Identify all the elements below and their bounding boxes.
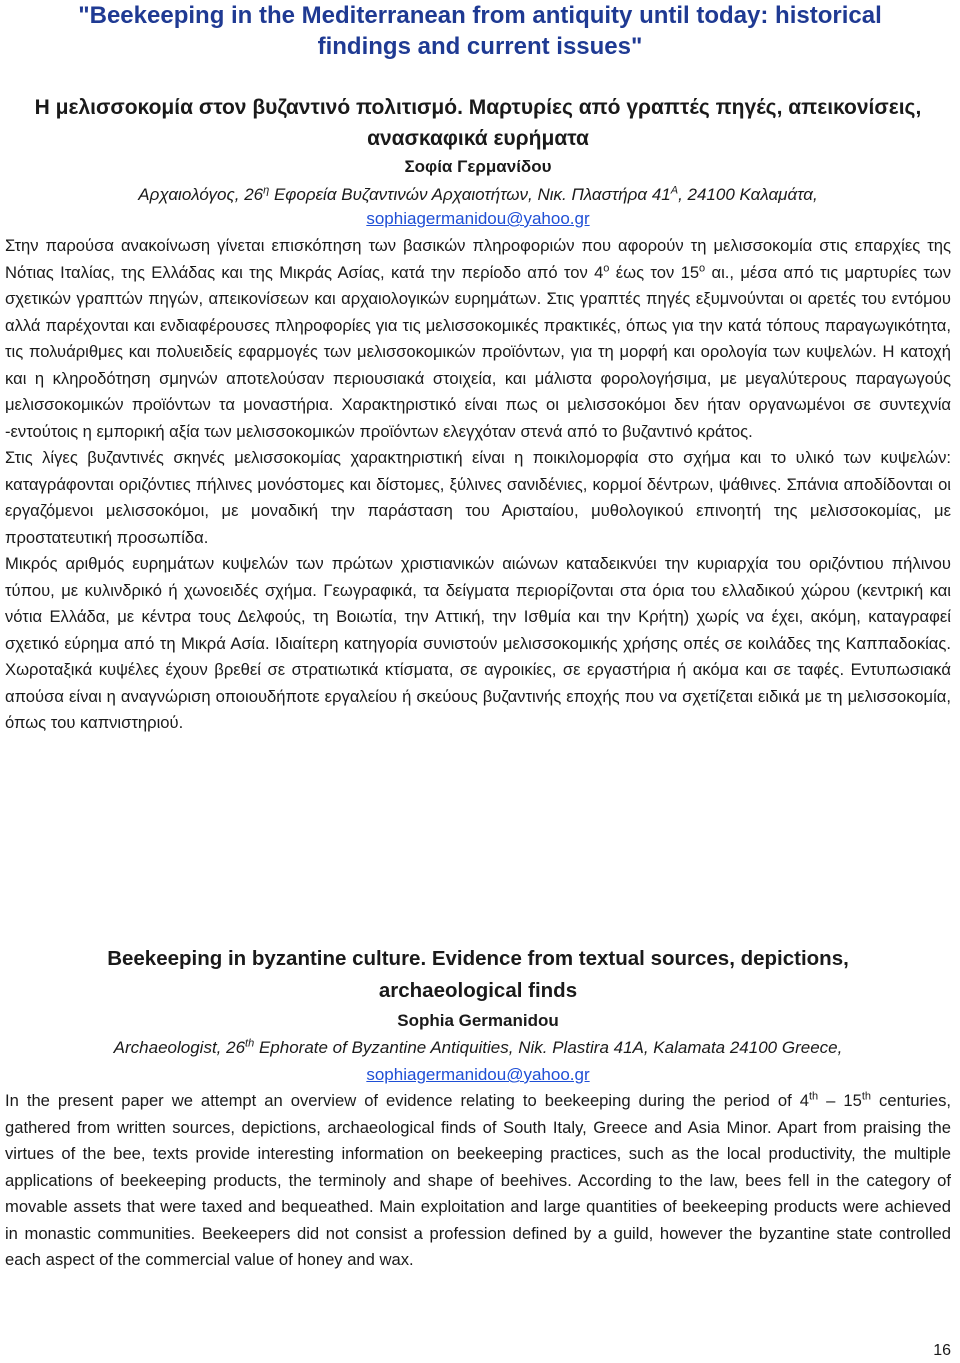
greek-title-line-1: Η μελισσοκομία στον βυζαντινό πολιτισμό. Μαρτυρίες από γραπτές πηγές, απεικονίσεις,: [34, 96, 922, 119]
greek-body: [5, 233, 951, 737]
greek-p1-sup-2: ο: [699, 261, 706, 274]
greek-affiliation-superscript: η: [263, 184, 270, 197]
greek-p1-text-3: αι., μέσα από τις μαρτυρίες των σχετικών γραπτών πηγών, απεικονίσεων και αρχαιολογικών ευρημάτων. Στις γραπτές πηγές εξυμνούνται οι αρετές του εντόμου αλλά παρέχονται και ενδιαφέρουσες πληροφορίες για τις μελισσοκομικές πρακτικές, όπως για την κατά τόπους παραγωγικότητα, τις πολυάριθμες και πολυειδείς εφαρμογές των μελισσοκομικών προϊόντων, για τη μορφή και ορολογία των κυψελών. Η κατοχή και η κληροδότηση σμηνών αποτελούσαν περιουσιακά στοιχεία, και μάλιστα φορολογήσιμα, με μεγαλύτερους παραγωγούς μελισσοκομικών προϊόντων τα μοναστήρια. Χαρακτηριστικό είναι πως οι μελισσοκόμοι δεν ήταν οργανωμένοι σε συντεχνία -εντούτοις η εμπορική αξία των μελισσοκομικών προϊόντων ελεγχόταν στενά από το βυζαντινό κράτος.: [5, 262, 951, 441]
english-title: [5, 943, 951, 1007]
greek-p1-text-2: έως τον 15: [609, 262, 700, 282]
english-title-line-1: Beekeeping in byzantine culture. Evidence from textual sources, depictions,: [107, 947, 849, 970]
english-affiliation: [5, 1034, 951, 1062]
greek-paragraph-2: Στις λίγες βυζαντινές σκηνές μελισσοκομίας χαρακτηριστική είναι η ποικιλομορφία στο σχήμα και το υλικό των κυψελών: καταγράφονται οριζόντιες πήλινες μονόστομες και δίστομες, ξύλινες σανιδένιες, κορμοί δέντρων, ψάθινες. Σπάνια αποδίδονται οι εργαζόμενοι μελισσοκόμοι, με μοναδική την παράσταση του Αρισταίου, μυθολογικού επινοητή της μελισσοκομίας, με προστατευτική προσωπίδα.: [5, 448, 951, 547]
english-p1-text-3: centuries, gathered from written sources, depictions, archaeological finds of South Italy, Greece and Asia Minor. Apart from praising the virtues of the bee, texts provide interesting information on beekeeping practices, such as the local productivity, the multiple applications of beekeeping products, the terminoly and shape of beehives. According to the law, bees fell in the category of movable assets that were taxed and bequeathed. Main exploitation and large quantities of beekeeping products were achieved in monastic communities. Beekeepers did not consist a profession defined by a guild, however the byzantine state controlled each aspect of the commercial value of honey and wax.: [5, 1091, 951, 1269]
greek-affiliation-text-2: Εφορεία Βυζαντινών Αρχαιοτήτων, Νικ. Πλαστήρα 41: [269, 185, 671, 204]
greek-abstract: [5, 92, 951, 737]
english-author: Sophia Germanidou: [397, 1011, 559, 1030]
english-body: [5, 1088, 951, 1274]
page-number: 16: [933, 1342, 951, 1359]
greek-affiliation-superscript-2: Α: [670, 184, 679, 197]
conference-title-line-2: findings and current issues": [317, 33, 643, 60]
english-email-link[interactable]: sophiagermanidou@yahoo.gr: [366, 1065, 590, 1084]
english-affiliation-text: Archaeologist, 26: [113, 1038, 246, 1057]
greek-paragraph-1: [5, 233, 951, 445]
english-p1-text-2: – 15: [818, 1091, 862, 1110]
english-affiliation-superscript: th: [245, 1037, 255, 1050]
english-title-line-2: archaeological finds: [378, 979, 578, 1002]
greek-title-line-2: ανασκαφικά ευρήματα: [367, 127, 589, 150]
conference-title-line-1: "Beekeeping in the Mediterranean from antiquity until today: historical: [78, 2, 882, 29]
english-abstract: [5, 943, 951, 1274]
greek-title: [5, 92, 951, 154]
greek-author: Σοφία Γερμανίδου: [404, 157, 552, 176]
greek-affiliation-text-3: , 24100 Καλαμάτα,: [678, 185, 818, 204]
greek-p1-text: Στην παρούσα ανακοίνωση γίνεται επισκόπηση των βασικών πληροφοριών που αφορούν τη μελισσοκομία στις επαρχίες της Νότιας Ιταλίας, της Ελλάδας και της Μικράς Ασίας, κατά την περίοδο από τον 4: [5, 236, 951, 282]
english-affiliation-text-2: Ephorate of Byzantine Antiquities, Nik. Plastira 41A, Kalamata 24100 Greece,: [254, 1038, 843, 1057]
greek-affiliation: [5, 182, 951, 208]
english-p1-sup-1: th: [808, 1090, 819, 1103]
greek-p1-sup-1: ο: [603, 261, 610, 274]
greek-affiliation-text: Αρχαιολόγος, 26: [138, 185, 264, 204]
conference-title: [0, 0, 960, 62]
english-paragraph-1: [5, 1088, 951, 1274]
greek-paragraph-3: Μικρός αριθμός ευρημάτων κυψελών των πρώτων χριστιανικών αιώνων καταδεικνύει την κυριαρχία του οριζόντιου πήλινου τύπου, με κυλινδρικό ή χωνοειδές σχήμα. Γεωγραφικά, τα δείγματα περιορίζονται στα όρια του ελλαδικού χώρου (κεντρική και νότια Ελλάδα, με κέντρα τους Δελφούς, τη Βοιωτία, την Αττική, την Ισθμία και την Κρήτη) χωρίς να έχει, ακόμη, καταγραφεί σχετικό εύρημα από τη Μικρά Ασία. Ιδιαίτερη κατηγορία συνιστούν μελισσοκομικής χρήσης οπές σε κοιλάδες της Καππαδοκίας. Χωροταξικά κυψέλες έχουν βρεθεί σε στρατιωτικά κτίσματα, σε αγροικίες, σε εργαστήρια ή ακόμα και σε ταφές. Εντυπωσιακά απούσα είναι η αναγνώριση οποιουδήποτε εργαλείου ή σκεύους βυζαντινής εποχής που να σχετίζεται ειδικά με τη μελισσοκομία, όπως του καπνιστηριού.: [5, 554, 951, 732]
greek-email-link[interactable]: sophiagermanidou@yahoo.gr: [366, 209, 590, 228]
english-p1-sup-2: th: [861, 1090, 872, 1103]
english-p1-text: In the present paper we attempt an overview of evidence relating to beekeeping during the period of 4: [5, 1091, 809, 1110]
